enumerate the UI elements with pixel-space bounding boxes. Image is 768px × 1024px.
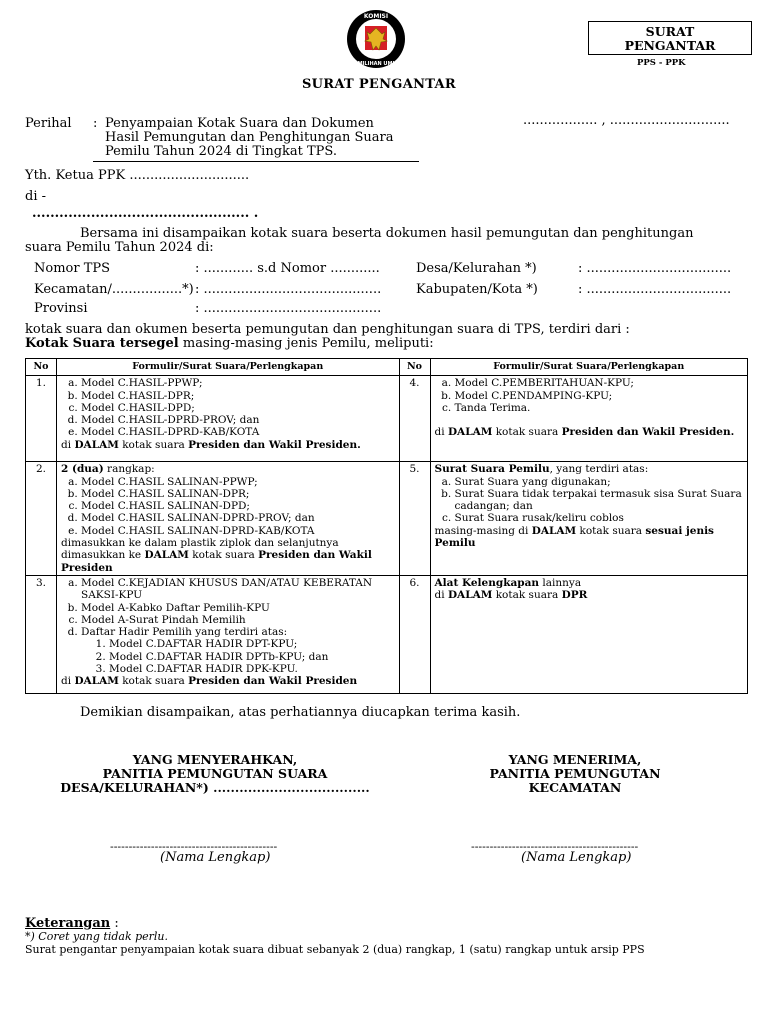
row1-right-foot <box>435 426 743 438</box>
text-bold: 2 (dua) <box>61 463 104 476</box>
kpu-logo <box>343 8 409 70</box>
addressee-di: di - <box>25 189 47 204</box>
text-bold: Presiden dan Wakil Presiden <box>188 675 358 688</box>
row3-right-foot <box>435 589 743 601</box>
list-item: c. Model C.HASIL SALINAN-DPD; <box>81 500 394 512</box>
text: masing-masing di <box>434 524 532 537</box>
text-bold: DALAM <box>531 524 577 537</box>
text: kotak suara <box>492 589 562 602</box>
row2-right-head <box>435 463 743 475</box>
header-no-2: No <box>399 359 430 376</box>
text: di <box>434 589 448 602</box>
intro-line1: Bersama ini disampaikan kotak suara beserta dokumen hasil pemungutan dan penghitungan <box>80 226 694 241</box>
para2-line1: kotak suara dan okumen beserta pemungutan dan penghitungan suara di TPS, terdiri dari : <box>25 322 630 337</box>
text-bold: DALAM <box>144 549 189 562</box>
list-item: c. Tanda Terima. <box>455 402 743 414</box>
list-item: b. Model C.PENDAMPING-KPU; <box>455 390 743 402</box>
items-table <box>25 358 748 694</box>
sign-left-line1: YANG MENYERAHKAN, <box>132 752 298 767</box>
header-box-line2: PENGANTAR <box>624 38 716 53</box>
list-item: d. Model C.HASIL SALINAN-DPRD-PROV; dan <box>81 512 394 524</box>
text: dimasukkan ke <box>61 549 145 562</box>
row1-right-list <box>435 377 743 414</box>
intro-line2: suara Pemilu Tahun 2024 di: <box>25 240 214 255</box>
text: kotak suara <box>118 675 189 688</box>
sign-right <box>430 753 720 795</box>
row2-foot2 <box>61 549 394 574</box>
para2-rest: masing-masing jenis Pemilu, meliputi: <box>178 336 434 351</box>
list-item: a. Model C.HASIL-PPWP; <box>81 377 394 389</box>
row3-sublist <box>81 638 394 675</box>
row3-right-head <box>435 577 743 589</box>
text-bold: DPR <box>561 589 588 602</box>
row3-foot <box>61 675 394 687</box>
text-bold: DALAM <box>447 426 493 439</box>
text-bold: Alat Kelengkapan <box>434 576 540 589</box>
text-bold: Presiden dan Wakil Presiden. <box>561 426 735 439</box>
field-kabupaten-value: : ................................... <box>578 282 732 297</box>
row2-content <box>57 462 399 576</box>
header-box-sub: PPS - PPK <box>637 58 686 68</box>
text: kotak suara <box>576 524 646 537</box>
row2-no: 2. <box>26 462 57 576</box>
list-item: c. Model C.HASIL-DPD; <box>81 402 394 414</box>
keterangan-label: Keterangan <box>25 916 111 931</box>
row2-content-right <box>430 462 747 576</box>
field-kabupaten-label: Kabupaten/Kota *) <box>416 282 538 297</box>
text: kotak suara <box>492 426 562 439</box>
table-row <box>26 376 748 462</box>
list-item: e. Model C.HASIL-DPRD-KAB/KOTA <box>81 426 394 438</box>
field-provinsi-value: : ........................................... <box>195 301 382 316</box>
row3-content <box>57 575 399 693</box>
sign-right-line1: YANG MENERIMA, <box>508 752 642 767</box>
text: di <box>61 438 75 451</box>
list-item: a. Surat Suara yang digunakan; <box>455 476 743 488</box>
date-line: .................. , ............................. <box>523 113 730 128</box>
field-nomor-tps-value: : ............ s.d Nomor ............ <box>195 261 380 276</box>
sign-left-dashes: --------------------------------------------- <box>110 840 278 853</box>
header-no: No <box>26 359 57 376</box>
perihal-underline <box>93 161 419 162</box>
perihal-line3: Pemilu Tahun 2024 di Tingkat TPS. <box>105 144 337 159</box>
row2-head <box>61 463 394 475</box>
field-kecamatan-value: : ........................................... <box>195 282 382 297</box>
row1-no-right: 4. <box>399 376 430 462</box>
row2-list <box>61 476 394 537</box>
row2-right-list <box>435 476 743 525</box>
list-item: b. Surat Suara tidak terpakai termasuk sisa Surat Suara cadangan; dan <box>455 488 743 513</box>
sign-left-name: (Nama Lengkap) <box>160 850 271 865</box>
row2-foot1: dimasukkan ke dalam plastik ziplok dan selanjutnya <box>61 537 339 550</box>
logo-top-text: KOMISI <box>363 13 389 20</box>
text-bold: Presiden dan Wakil Presiden <box>61 549 372 574</box>
keterangan-note1: *) Coret yang tidak perlu. <box>25 930 169 943</box>
header-box-line1: SURAT <box>645 24 695 39</box>
text: rangkap: <box>103 463 155 476</box>
text: kotak suara <box>188 549 259 562</box>
row1-no: 1. <box>26 376 57 462</box>
header-form-2: Formulir/Surat Suara/Perlengkapan <box>430 359 747 376</box>
text: kotak suara <box>118 438 189 451</box>
list-item <box>81 626 394 675</box>
list-item: c. Surat Suara rusak/keliru coblos <box>455 512 743 524</box>
row2-no-right: 5. <box>399 462 430 576</box>
keterangan-note2: Surat pengantar penyampaian kotak suara dibuat sebanyak 2 (dua) rangkap, 1 (satu) rangkap untuk arsip PPS <box>25 943 645 956</box>
para2-bold: Kotak Suara tersegel <box>25 336 179 351</box>
list-item: 1. Model C.DAFTAR HADIR DPT-KPU; <box>109 638 394 650</box>
text-bold: DALAM <box>447 589 493 602</box>
page-title: SURAT PENGANTAR <box>301 77 457 92</box>
list-item: b. Model C.HASIL-DPR; <box>81 390 394 402</box>
field-desa-label: Desa/Kelurahan *) <box>416 261 537 276</box>
header-box <box>588 21 752 55</box>
row3-content-right <box>430 575 747 693</box>
field-provinsi-label: Provinsi <box>34 301 88 316</box>
sign-left-line3: DESA/KELURAHAN*) .................................... <box>60 780 370 795</box>
keterangan-colon: : <box>110 916 119 931</box>
keterangan-heading <box>25 916 119 931</box>
header-form: Formulir/Surat Suara/Perlengkapan <box>57 359 399 376</box>
field-desa-value: : ................................... <box>578 261 732 276</box>
row1-foot <box>61 439 394 451</box>
text-bold: Presiden dan Wakil Presiden. <box>188 438 361 451</box>
logo-bottom-text: PEMILIHAN UMUM <box>350 61 402 67</box>
perihal-colon: : <box>93 116 98 131</box>
perihal-line1: Penyampaian Kotak Suara dan Dokumen <box>105 116 374 131</box>
para2-line2 <box>25 336 434 351</box>
text-bold: DALAM <box>74 438 119 451</box>
list-item: b. Model C.HASIL SALINAN-DPR; <box>81 488 394 500</box>
text: lainnya <box>539 576 582 589</box>
perihal-label: Perihal <box>25 116 72 131</box>
row3-no: 3. <box>26 575 57 693</box>
sign-right-line2: PANITIA PEMUNGUTAN <box>489 766 661 781</box>
list-item: c. Model A-Surat Pindah Memilih <box>81 614 394 626</box>
list-item: a. Model C.PEMBERITAHUAN-KPU; <box>455 377 743 389</box>
text: di <box>434 426 448 439</box>
sign-left-line2: PANITIA PEMUNGUTAN SUARA <box>102 766 328 781</box>
text: , yang terdiri atas: <box>549 463 649 476</box>
row2-right-foot <box>435 525 743 550</box>
field-kecamatan-label: Kecamatan/.................*) <box>34 282 194 297</box>
closing-text: Demikian disampaikan, atas perhatiannya diucapkan terima kasih. <box>80 705 521 720</box>
field-nomor-tps-label: Nomor TPS <box>34 261 111 276</box>
list-item: a. Model C.KEJADIAN KHUSUS DAN/ATAU KEBERATAN SAKSI-KPU <box>81 577 394 602</box>
sign-right-dashes: --------------------------------------------- <box>471 840 639 853</box>
addressee-place: ................................................ . <box>32 206 259 221</box>
text-bold: sesuai jenis Pemilu <box>434 524 714 550</box>
row3-no-right: 6. <box>399 575 430 693</box>
text: Daftar Hadir Pemilih yang terdiri atas: <box>81 626 288 639</box>
list-item: 3. Model C.DAFTAR HADIR DPK-KPU. <box>109 663 394 675</box>
list-item: 2. Model C.DAFTAR HADIR DPTb-KPU; dan <box>109 651 394 663</box>
row1-list <box>61 377 394 438</box>
table-header-row <box>26 359 748 376</box>
list-item: e. Model C.HASIL SALINAN-DPRD-KAB/KOTA <box>81 525 394 537</box>
table-row <box>26 462 748 576</box>
table-row <box>26 575 748 693</box>
sign-right-line3: KECAMATAN <box>528 780 622 795</box>
text-bold: Surat Suara Pemilu <box>434 463 550 476</box>
row3-list <box>61 577 394 675</box>
list-item: a. Model C.HASIL SALINAN-PPWP; <box>81 476 394 488</box>
text-bold: DALAM <box>74 675 119 688</box>
row1-content-right <box>430 376 747 462</box>
sign-right-name: (Nama Lengkap) <box>521 850 632 865</box>
perihal-line2: Hasil Pemungutan dan Penghitungan Suara <box>105 130 394 145</box>
addressee: Yth. Ketua PPK ............................. <box>25 168 250 183</box>
list-item: d. Model C.HASIL-DPRD-PROV; dan <box>81 414 394 426</box>
row1-content <box>57 376 399 462</box>
text: di <box>61 675 75 688</box>
sign-left <box>50 753 380 795</box>
list-item: b. Model A-Kabko Daftar Pemilih-KPU <box>81 602 394 614</box>
